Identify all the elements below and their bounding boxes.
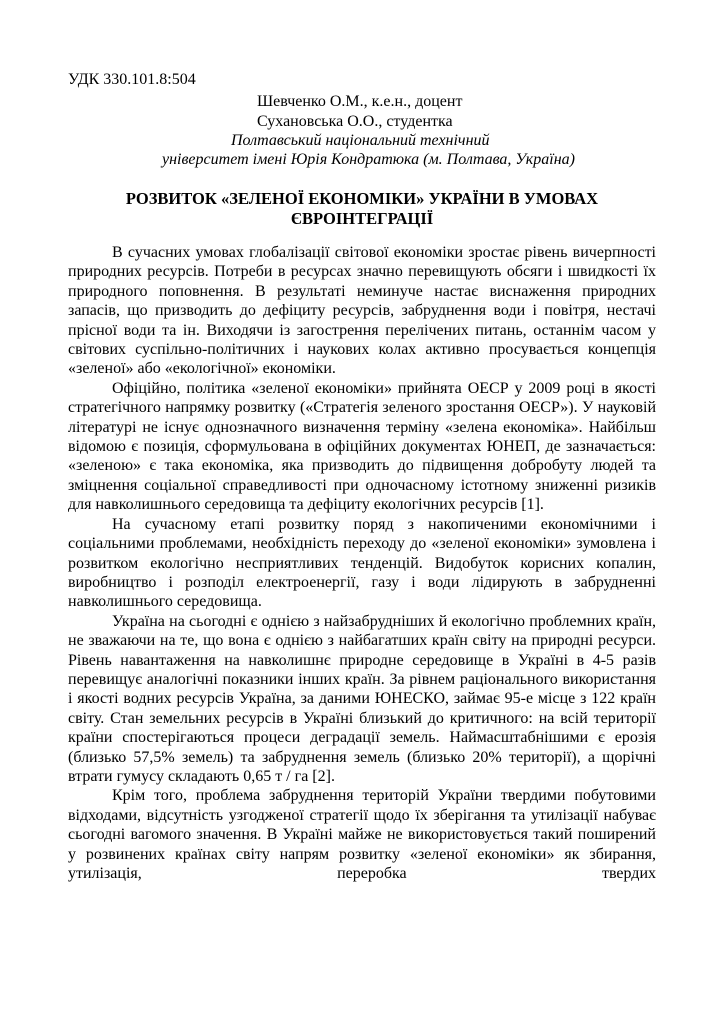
paragraph: Офіційно, політика «зеленої економіки» прийнята ОЕСР у 2009 році в якості стратегічного напрямку розвитку («Стратегія зеленого зростання ОЕСР»). У науковій літературі не існує однозначного визначення терміну «зелена економіка». Найбільш відомою є позиція, сформульована в офіційних документах ЮНЕП, де зазначається: «зеленою» є така економіка, яка призводить до підвищення добробуту людей та зміцнення соціальної справедливості при одночасному істотному зниженні ризиків для навколишнього середовища та дефіциту екологічних ресурсів [1]. bbox=[68, 379, 656, 514]
paragraph: На сучасному етапі розвитку поряд з накопиченими економічними і соціальними проблемами, необхідність переходу до «зеленої економіки» зумовлена і розвитком екологічно несприятливих тенденцій. Видобуток корисних копалин, виробництво і розподіл електроенергії, газу і води лідирують в забрудненні навколишнього середовища. bbox=[68, 515, 656, 611]
author-line: Шевченко О.М., к.е.н., доцент bbox=[257, 93, 463, 110]
paper-body bbox=[68, 243, 656, 883]
paragraph: В сучасних умовах глобалізації світової економіки зростає рівень вичерпності природних ресурсів. Потреби в ресурсах значно перевищують обсяги і швидкості їх природного поповнення. В результаті неминуче настає виснаження природних запасів, що призводить до дефіциту ресурсів, забруднення води і повітря, нестачі прісної води та ін. Виходячи із загострення перелічених питань, останнім часом у світових суспільно-політичних і наукових колах активно просувається концепція «зеленої» або «екологічної» економіки. bbox=[68, 244, 656, 378]
affiliation-line: Полтавський національний технічний bbox=[231, 132, 490, 149]
author-line: Сухановська О.О., студентка bbox=[257, 113, 453, 130]
udk-code: УДК 330.101.8:504 bbox=[68, 71, 196, 88]
paragraph: Україна на сьогодні є однією з найзабрудніших й екологічно проблемних країн, не зважаючи на те, що вона є однією з найбагатших країн світу на природні ресурси. Рівень навантаження на навколишнє природне середовище в Україні в 4-5 разів перевищує аналогічні показники інших країн. За рівнем раціонального використання і якості водних ресурсів Україна, за даними ЮНЕСКО, займає 95-е місце з 122 країн світу. Стан земельних ресурсів в Україні близький до критичного: на всій території країни спостерігаються процеси деградації земель. Наймасштабнішими є ерозія (близько 57,5% земель) та забруднення земель (близько 20% території), а щорічні втрати гумусу складають 0,65 т / га [2]. bbox=[68, 612, 656, 785]
affiliation-line: університет імені Юрія Кондратюка (м. Полтава, Україна) bbox=[162, 151, 575, 168]
paragraph: Крім того, проблема забруднення територій України твердими побутовими відходами, відсутність узгодженої стратегії щодо їх зберігання та утилізації набуває сьогодні вагомого значення. В Україні майже не використовується такий поширений у розвинених країнах світу напрям розвитку «зеленої економіки» як збирання, утилізація, переробка твердих bbox=[68, 787, 656, 882]
paper-title: РОЗВИТОК «ЗЕЛЕНОЇ ЕКОНОМІКИ» УКРАЇНИ В УМОВАХ ЄВРОІНТЕГРАЦІЇ bbox=[125, 189, 599, 228]
